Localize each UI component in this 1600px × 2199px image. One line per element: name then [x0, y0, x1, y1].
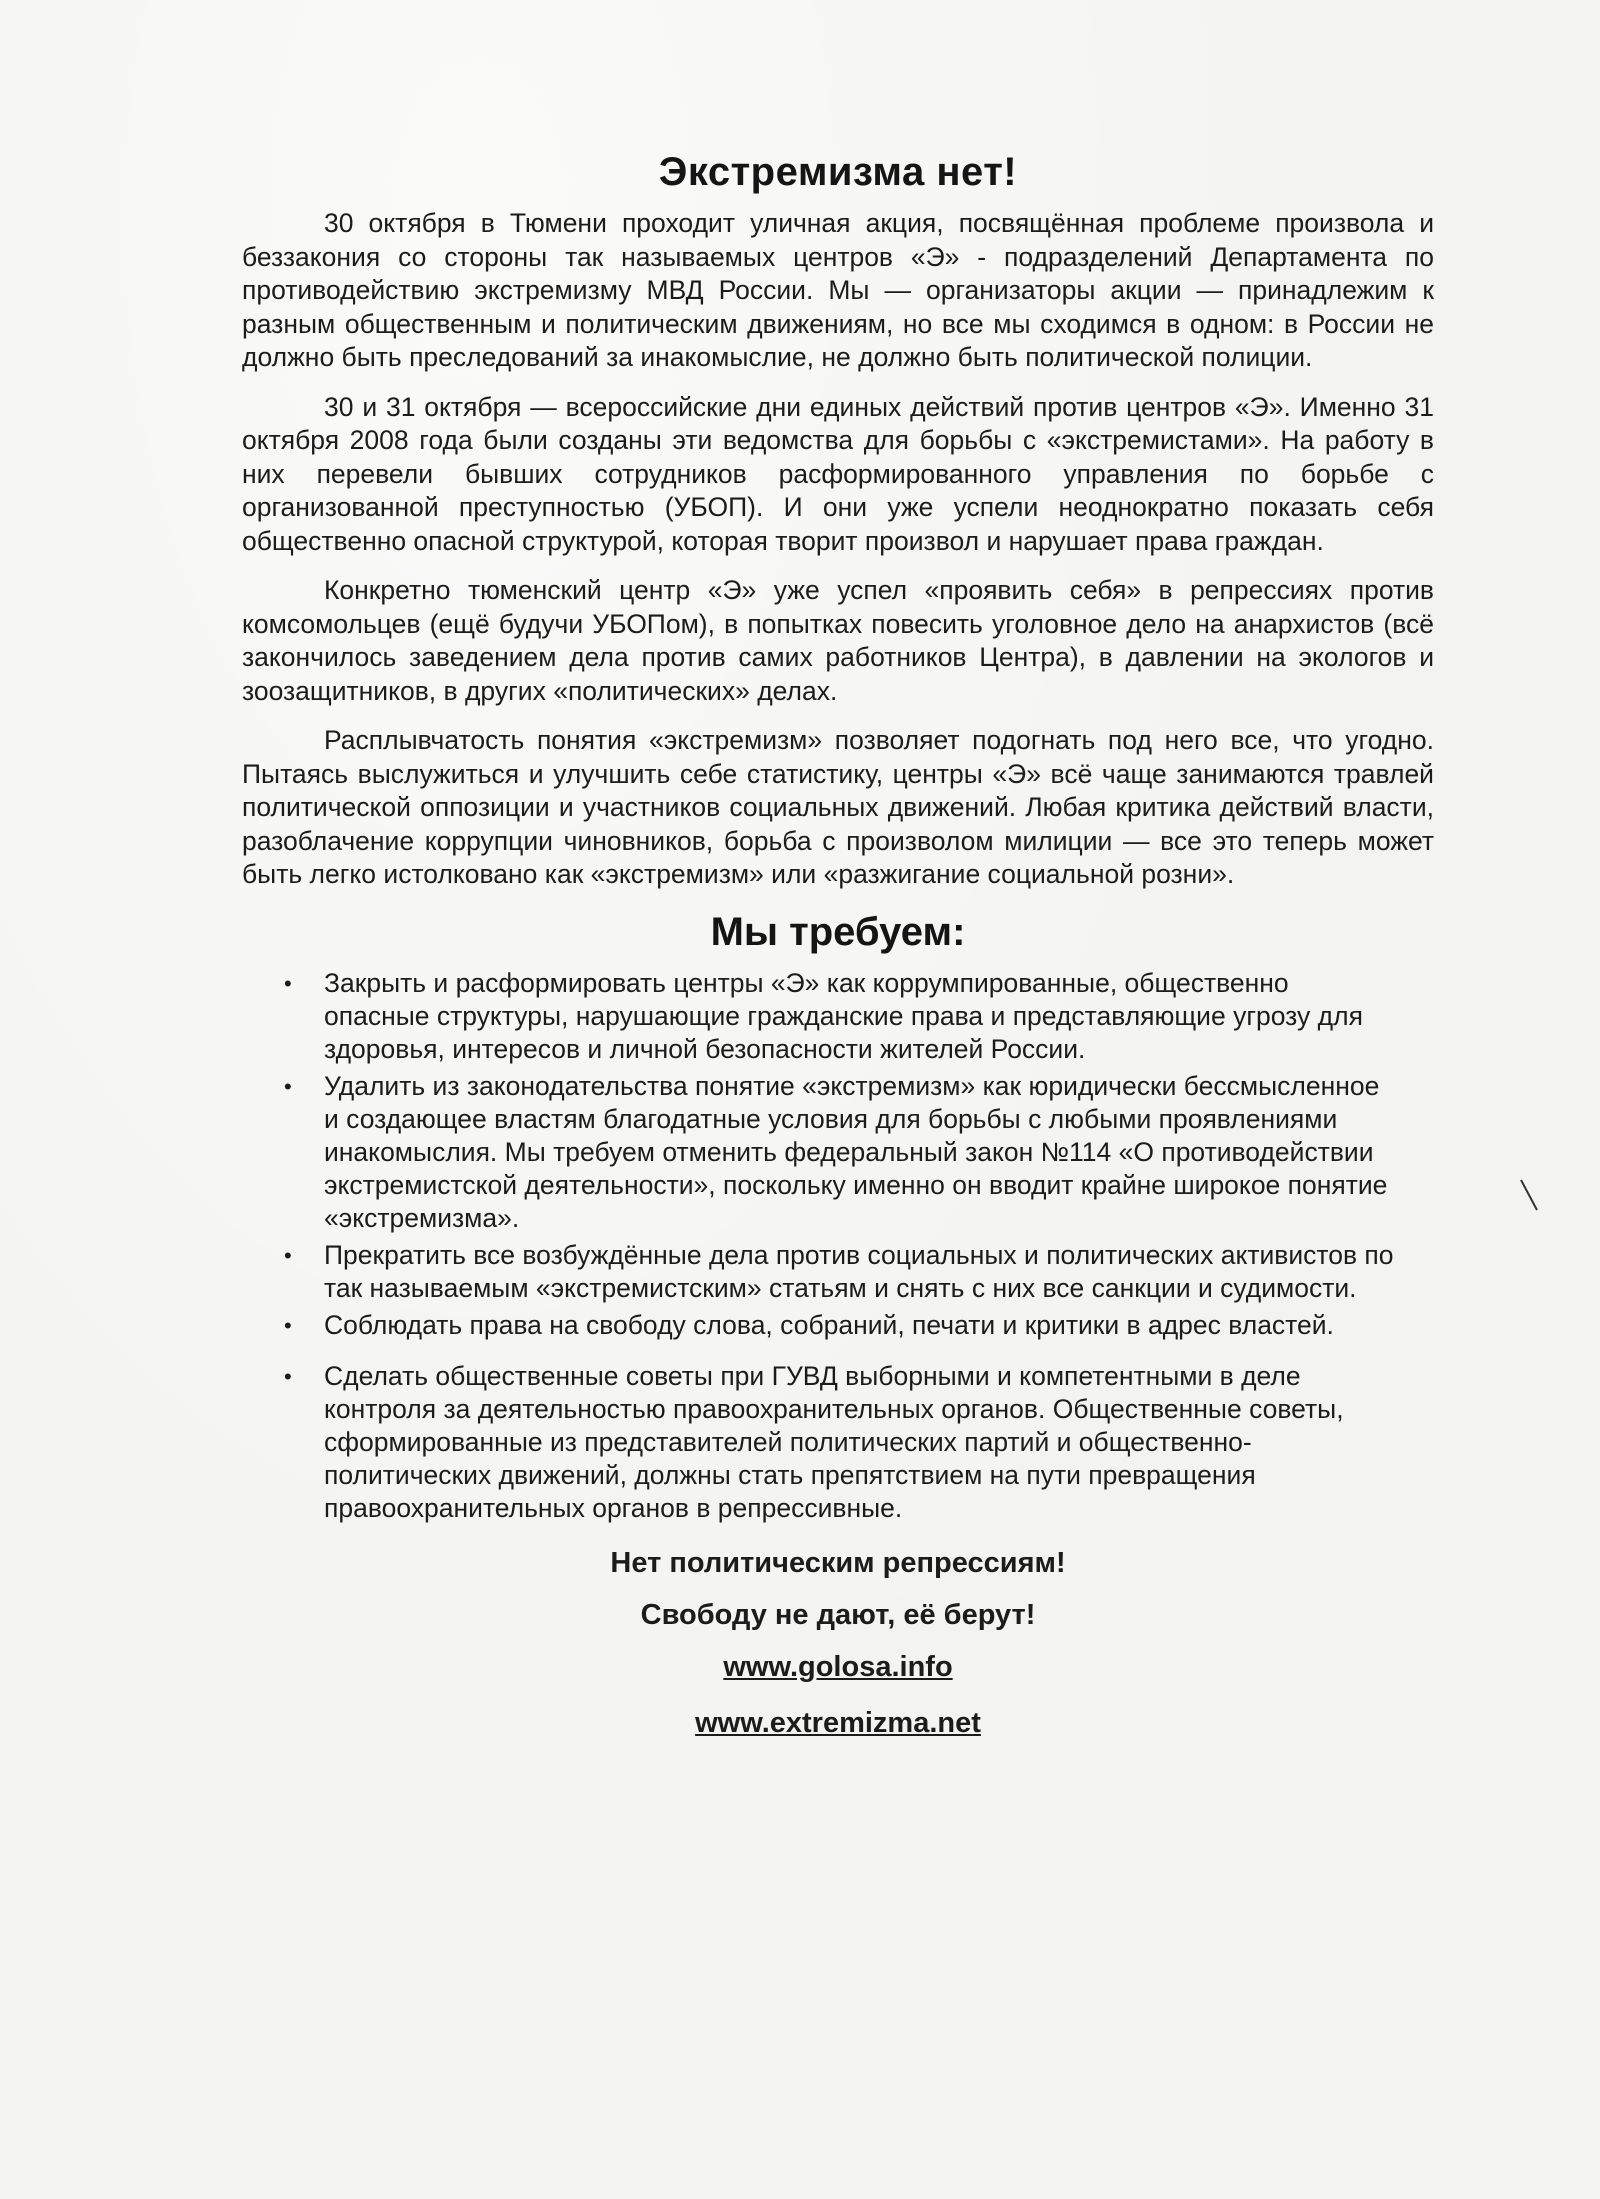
paragraph-3: Конкретно тюменский центр «Э» уже успел «проявить себя» в репрессиях против комсомольцев (ещё будучи УБОПом), в попытках повесить уголовное дело на анархистов (всё закончилось заведением дела против самих работников Центра), в давлении на экологов и зоозащитников, в других «политических» делах. [242, 575, 1434, 706]
demand-text: Удалить из законодательства понятие «экстремизм» как юридически бессмысленное и создающее властям благодатные условия для борьбы с любыми проявлениями инакомыслия. Мы требуем отменить федеральный закон №114 «О противодействии экстремистской деятельности», поскольку именно он вводит крайне широкое понятие «экстремизма». [324, 1070, 1388, 1233]
leaflet-content [242, 150, 1434, 1741]
demand-item [284, 967, 1394, 1066]
demand-item [284, 1070, 1394, 1235]
demand-text: Соблюдать права на свободу слова, собраний, печати и критики в адрес властей. [324, 1309, 1334, 1340]
slogan-no-repressions: Нет политическим репрессиям! [610, 1546, 1066, 1579]
paragraph-2: 30 и 31 октября — всероссийские дни единых действий против центров «Э». Именно 31 октября 2008 года были созданы эти ведомства для борьбы с «экстремистами». На работу в них перевели бывших сотрудников расформированного управления по борьбе с организованной преступностью (УБОП). И они уже успели неоднократно показать себя общественно опасной структурой, которая творит произвол и нарушает права граждан. [242, 391, 1434, 556]
pen-mark [1520, 1180, 1538, 1211]
bullet-icon: • [284, 1073, 292, 1099]
demand-item [284, 1360, 1394, 1525]
leaflet-title: Экстремизма нет! [658, 150, 1018, 194]
slogan-freedom: Свободу не дают, её берут! [640, 1598, 1036, 1631]
bullet-icon: • [284, 1242, 292, 1268]
link-extremizma[interactable]: www.extremizma.net [695, 1706, 981, 1739]
bullet-icon: • [284, 1363, 292, 1389]
paragraph-1: 30 октября в Тюмени проходит уличная акция, посвящённая проблеме произвола и беззакония со стороны так называемых центров «Э» - подразделений Департамента по противодействию экстремизму МВД России. Мы — организаторы акции — принадлежим к разным общественным и политическим движениям, но все мы сходимся в одном: в России не должно быть преследований за инакомыслие, не должно быть политической полиции. [242, 208, 1434, 372]
paragraph-4: Расплывчатость понятия «экстремизм» позволяет подогнать под него все, что угодно. Пытаясь выслужиться и улучшить себе статистику, центры «Э» всё чаще занимаются травлей политической оппозиции и участников социальных движений. Любая критика действий власти, разоблачение коррупции чиновников, борьба с произволом милиции — все это теперь может быть легко истолковано как «экстремизм» или «разжигание социальной розни». [242, 725, 1434, 889]
demand-text: Закрыть и расформировать центры «Э» как коррумпированные, общественно опасные структуры, нарушающие гражданские права и представляющие угрозу для здоровья, интересов и личной безопасности жителей России. [324, 967, 1363, 1064]
demands-list [242, 967, 1394, 1525]
demands-heading: Мы требуем: [710, 909, 966, 954]
demand-item [284, 1309, 1394, 1342]
link-golosa[interactable]: www.golosa.info [723, 1650, 953, 1683]
bullet-icon: • [284, 1312, 292, 1338]
demand-item [284, 1239, 1394, 1305]
bullet-icon: • [284, 970, 292, 996]
demand-text: Прекратить все возбуждённые дела против социальных и политических активистов по так называемым «экстремистским» статьям и снять с них все санкции и судимости. [324, 1239, 1394, 1303]
demand-text: Сделать общественные советы при ГУВД выборными и компетентными в деле контроля за деятельностью правоохранительных органов. Общественные советы, сформированные из представителей политических партий и общественно-политических движений, должны стать препятствием на пути превращения правоохранительных органов в репрессивные. [324, 1360, 1344, 1523]
